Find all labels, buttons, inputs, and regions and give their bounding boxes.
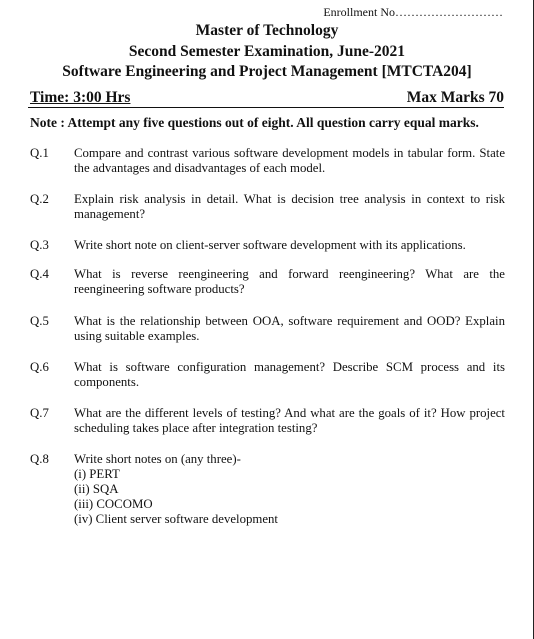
degree-title: Master of Technology — [195, 22, 339, 39]
question-7 — [30, 406, 505, 436]
question-text: What is software configuration management? Describe SCM process and its components. — [74, 360, 505, 389]
question-1 — [30, 146, 505, 176]
question-text: What is reverse reengineering and forward reengineering? What are the reengineering software products? — [74, 267, 505, 296]
instructions-note: Note : Attempt any five questions out of eight. All question carry equal marks. — [30, 115, 479, 130]
question-number: Q.4 — [30, 267, 49, 281]
question-number: Q.6 — [30, 360, 49, 374]
question-text: Write short note on client-server software development with its applications. — [74, 238, 466, 252]
sub-item-client-server: (iv) Client server software development — [74, 512, 278, 526]
question-number: Q.7 — [30, 406, 49, 420]
question-number: Q.2 — [30, 192, 49, 206]
sub-item-pert: (i) PERT — [74, 467, 120, 481]
question-number: Q.1 — [30, 146, 49, 160]
exam-title: Second Semester Examination, June-2021 — [128, 43, 406, 60]
question-2 — [30, 192, 505, 222]
question-body — [74, 452, 505, 527]
question-number: Q.3 — [30, 238, 49, 252]
question-5 — [30, 314, 505, 344]
question-text: What are the different levels of testing? And what are the goals of it? How project scheduling takes place after integration testing? — [74, 406, 505, 435]
question-4 — [30, 267, 505, 297]
question-text: Explain risk analysis in detail. What is decision tree analysis in context to risk management? — [74, 192, 505, 221]
question-number: Q.8 — [30, 452, 49, 466]
time-allowed: Time: 3:00 Hrs — [30, 89, 131, 106]
question-number: Q.5 — [30, 314, 49, 328]
sub-item-sqa: (ii) SQA — [74, 482, 119, 496]
max-marks: Max Marks 70 — [406, 89, 504, 106]
question-3 — [30, 238, 505, 253]
subject-title: Software Engineering and Project Management [MTCTA204] — [62, 63, 472, 80]
question-text: Compare and contrast various software development models in tabular form. State the advantages and disadvantages of each model. — [74, 146, 505, 175]
question-8 — [30, 452, 505, 527]
sub-item-cocomo: (iii) COCOMO — [74, 497, 153, 511]
time-marks-row — [28, 89, 504, 108]
question-text: What is the relationship between OOA, software requirement and OOD? Explain using suitable examples. — [74, 314, 505, 343]
question-text: Write short notes on (any three)- — [74, 452, 241, 466]
question-6 — [30, 360, 505, 390]
enrollment-number: Enrollment No……………………… — [323, 5, 503, 19]
